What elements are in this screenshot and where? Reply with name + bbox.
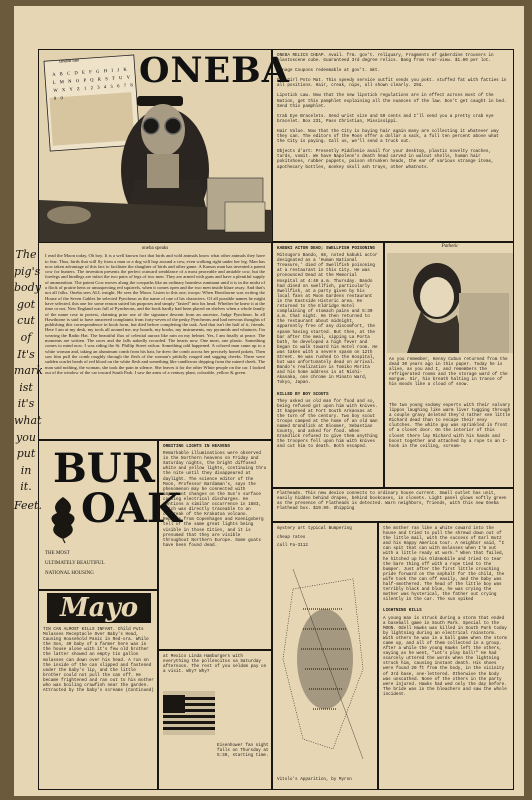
poem-word: it. <box>20 480 32 494</box>
classified-lipstick: Lipstick Law. Now that the new lipstick regulations are in effect across most of the Nation, get this pamphlet explaining all the nuances of the law. Don't get caught in bed. Send this pamphlet. <box>277 93 510 109</box>
apparition-illustration <box>273 549 377 769</box>
flag-photo <box>163 691 215 735</box>
bur-oak-tag-2: ULTIMATELY BEAUTIFUL <box>45 561 105 566</box>
bur-oak-box <box>38 440 182 590</box>
poem-word: of <box>20 330 32 344</box>
poem-word: The <box>15 248 37 261</box>
classified-fat-girl: Fat Girl Poto Mat. This speedy service outfit sends you pokt. stuffed fat with fatties in all positions. Hair, creak, nips, all shown clearly. 25¢. <box>277 78 510 89</box>
poem-word: It's <box>17 347 35 361</box>
kabuki-box <box>272 242 384 488</box>
poem-word: Feet. <box>14 498 42 512</box>
cheap-call: call Fa-3112 <box>277 543 308 548</box>
lightning-title: LIGHTNING KILLS <box>383 608 422 614</box>
oak-leaf-icon <box>43 493 83 543</box>
pathetic-photo <box>387 253 513 353</box>
poem-word: ist <box>19 380 33 394</box>
eisenhower-text: Eisenhower fan night falls on Thursday at 5:30, starting time. <box>217 743 272 759</box>
cheap-note: mystery art typical Bumpering <box>277 526 352 531</box>
poem-word: mark <box>14 364 43 378</box>
poem-word: in <box>20 463 32 477</box>
mayo-body: TIN CAN ALMOST KILLS INFANT. Child Puts Molasses Receptacle Over Baby's Head, Causing Household Panic in Red-ora. While the Son, 40 baby of a farmer here was in the house alone with it's few old brother the latter showed an empty tin gallon molasses can down over his head. A run on the inside of the can slipped and fastened under the baby's lip, and the little brother could not pull the can off. He became frightened and ran out to his mother who was boiling crawfish near the garden. Attracted by the baby's screams (Continued) <box>43 627 157 694</box>
pathetic-label: Pathetic <box>441 244 459 249</box>
pathetic-box <box>384 242 514 488</box>
poem-word: it's <box>17 397 35 411</box>
poem-word: put <box>16 447 36 461</box>
bur-word: BUR <box>53 445 155 492</box>
kabuki-body: Mitsugoro Bando, 68, noted kabuki actor designated as a 'Human National Treasure,' died of Swellfish poisoning at a restaurant in this City. He was pronounced Dead at the Memorial Hospital at 4:40 a.m. Thursday. Bando had dined on swellfish, particularly Swellfish, at a party given by his local fans at Moon Gardens restaurant in the Eastside Historic area. He returned to the Eldridge Hotel complaining of stomach pains and 5:30 a.m. that night. He then returned to the restaurant about midnight, apparently free of any discomfort, the spasm having started. But then, at the bar after the meal, sipping La Porta bath, he developed a high fever and began to walk toward his Hotel room. He was taken with a severe spasm on 12th Street. He was rushed to the Hospital, but was unfortunately dead on arrival. Bando's realization is Tomiko Morita and his home address is at Nishi-Akasaka, one chrome in Minato Ward, Tokyo, Japan. <box>277 253 381 386</box>
pathetic-caption: As you remember, Kenny Cubus returned from the dead 30 years ago in this paper. Today he is alive, as you and I, and remembers the refrigerated rooms and the storage ward of the morgue. Sir, his breath halting in trance of his moods like a cloud of snow. <box>389 357 511 388</box>
apparition-box <box>272 522 378 790</box>
kabuki-title: KABUKI ACTOR DEAD; SWELLFISH POISONING <box>277 246 375 251</box>
oneba-alphabet-chart: A B C D E F G H I J K L M N O P Q R S T U V W X Y Z 1 2 3 4 5 6 7 8 9 0 <box>52 66 135 101</box>
scouts-title: KILLED BY BOY SCOUTS <box>277 391 329 397</box>
poem-word: cut <box>17 314 35 328</box>
poem-word: what <box>14 413 42 427</box>
mexico-text: at Mexico Linda Hamburgers with everything the pollencitos sa Saturday afternoon. The rest of you seldom pay on a visit. Why? Why? <box>163 654 269 675</box>
oneba-speaks-box <box>38 242 272 440</box>
flatheads-text: Flatheads. This new device connects to ordinary house current. Small outlet has unit, easily hidden behind drapes, behind bookcases, in closets. Light panel glows softly green as the presence of Flatheads is detected. Warn neighbors, friends, with this new Oneba Flathead box. $19.99. Shipping <box>277 491 510 512</box>
orbiting-lights-box <box>158 440 272 650</box>
flatheads-box <box>272 488 514 522</box>
scouts-body: They asked us old man for food and so, being refused got upon him with knives. It happened at Fort South Arkansas at the turn of the century. Two boy scout troops camped at the home of an old man named Grandlick at Bloomer, Sebastian County, and asked for food. When Grandlick refused to give them anything the troopers fell upon him with knives and cut him to death. Both escaped. <box>277 398 381 450</box>
mayo-title: Mayo <box>47 593 151 623</box>
poem-word: body <box>14 281 41 295</box>
bur-oak-tag-1: THE MOST <box>45 551 70 556</box>
oneba-photo-box <box>38 49 290 242</box>
speaks-title: oneba speaks <box>141 246 169 251</box>
oak-word: OAK <box>81 485 182 532</box>
apparition-caption: Vitolo's Apparition, by Myron <box>277 777 352 782</box>
poem-word: got <box>16 297 36 311</box>
classifieds-box <box>272 49 514 242</box>
oneba-chart-title: Oneba Sax <box>58 57 80 64</box>
twins-story: The two young sodomy experts with their salvary lippos laughing like warm liver tugging through a couple gravy deleted they'd rather see little Richard dead than to escape their sexy clutches. The white guy was sprinkled in front of a closet door. On the interior of this closet there lay Richard with his hands and boost together and attached by a rope to an I-hook in the ceiling, scream- <box>389 403 513 449</box>
classified-coupons: Nonage Coupons redeemable at gov't. mkt. <box>277 68 381 74</box>
lightning-body: A young man is struck during a storm that ended a baseball game in South Park. Special to the MOON. Odell Hawks was killed in South Park today by lightning during an electrical rainstorm. With others he was in a ball game when the storm came up, and all of them collected in a group. After a while the young Hawks left the others, saying as he went, "Let's play ball!" He had scarcely uttered the words when the lightning struck him, causing instant death. His shoes were found 20 ft from the body, in the vicinity of 3rd base, one-lettered. Otherwise the body was unscathed. None of the others in the party were injured. Hawks had wed only the day before. The bride was in the bleachers and saw the whole incident. <box>383 615 510 697</box>
classified-bracelets: Crab Eye Bracelets. Send wrist size and 50 cents and I'll send you a pretty crab eye bracelet. Box 231, Pass Christian, Mississippi. <box>277 113 497 124</box>
classified-hair: Hair Value. Now that the City is buying hair again many are collecting it whatever way they can. The editors of the Moon offer a dollar a sack, a full ten percent above what the City is paying. Call us, we'll send a truck out. <box>277 128 502 145</box>
bur-oak-tag-3: NATIONAL HOUSING <box>45 571 94 576</box>
newspaper-page <box>14 6 524 796</box>
poem-word: pig's <box>14 264 41 278</box>
poem-word: you <box>16 430 36 444</box>
lightning-box <box>378 522 514 790</box>
cheap-rates: cheap rates <box>277 535 306 540</box>
orbiting-title: ORBITING LIGHTS IN HEAVENS <box>163 444 231 449</box>
mayo-box <box>38 590 158 790</box>
eisenhower-box <box>158 650 272 790</box>
vertical-handwritten-poem <box>14 248 43 513</box>
classified-relics: ONEBA RELICS CHEAP. Avail. frm. gov't. reliquary, Fragments of gaberdine trousers in plastoscene cube. Guaranteed 3rd degree relics. Bang from rear-view. $1.00 per lot. <box>277 53 497 64</box>
orbiting-body: Remarkable illuminations were observed in the Northern heavens on Friday and Saturday nights, the bright diffused white and yellow lights, continuing thru the nite until they disappeared at daylight. The science editor of the Moon, Professor Bardaman's, says the phenomenon may be connected with important changes on the Sun's surface causing electrical discharges. He mentions a similar occurrence in 1883, which was directly traceable to an outbreak of the Krakatoa volcano. Reports from Copenhagen and Koenigsberg tell of the same great lights being visible in those Cities, and it is presumed that they are visible throughout Northern Europe. Some goats have been found dead. <box>163 451 269 548</box>
tin-can-continued: the mother ran like a white coward into the house and tried to pull the shrewd down out of the little mail, with the success of Earl Butz and his Happy America tour. A neighbor said, "I can spit that can with molasses when I'm out with a little ready at work." When that failed, he hitched up his Oldsmobile and tried to tear the bare thing off with a rope tied to the bumper. Just after the first little crouching pride forward on the asphalt for the child, the wife took the can off easily, and the baby was half-smothered. The head of the little boy was terribly black and blue, he was crying the mother was hysterical, the father out crying silently in the car. The sun spiked <box>383 526 507 603</box>
speaks-body: I read the Moon today, Oh boy. It is a well known fact that birds and wild animals know what other animals they have to fear. Thus, birds that will fly from a man or a dog will hop around a cow, even walking right under her leg. Man has now taken advantage of this fact to facilitate the slaughter of birds and other game. A Kansas man has invented a patent cow for hunters. The invention presents the perfect outward semblance of a most peaceable and amiable cow, but the forelegs and hindlegs are infact the two pairs of legs of two men. They are armed with guns and have a plentiful supply of ammunition. The patent Cow moves along the cowpaths like an ordinary harmless ruminant until it is in the midst of a flock of prairie hens or unsuspecting red squirrels, when it comes open and the two men inside blaze away. And that's not all folks. Oneba sees ALL insight. He sees the Moon. Listen to this one, troops: When Hawthorne was writing the House of the Seven Gables he selected Pyncheon as the name of one of his characters. Of all possible names he might have selected, this one for some reason suited his purposes and simply "fasted" into his head. Whether he knew it at the time or not, New England was full of Pyncheons, and the book hardly had been placed on shelves when a whole family of the name rose in protest, claiming prior use of the signature descent from an ancestor, Judge Pyncheon. In all Hawthorne is said to have answered complaints from forty-seven of the pesky Pyncheons and had nervous thoughts of publishing this correspondence in book form, but died before completing the task. And that isn't the half of it, friends. Here I am at my desk, my tools all around me, my boards, my books, my instruments, my pyramids and whatnots. I'm wearing the Radio Hat. The beautiful flux of celestial aurora like rain on my helmet. Yes, I am finally at peace. The moments are written. The races and the falls nakedly recorded. The hearts now. One meat, one plastic. Something comes to mind now. I was riding the St. Phillip Street railcar. Something odd happened. A colored man came up to a white woman and, taking an aluminum comb from his hair, he drew the comb across her precisely honed pokets. Then saw him pull the comb roughly through the flesh of the woman's pitifully rouged and sagging cheeks. There were sudden scarlet beads of red blood on the white flesh and something like candlewax dripping from the ruined cheek. The man said nothing, the woman, she took the pain in silence. She leaves it for the other White people on the car. I looked out of the window of the car toward South Park. I saw the arms of a century plant, colorable, yellow & green. <box>45 253 265 375</box>
classified-objects: Objects d'art: Presently Piddlenie avail for your desktop, plastic novelty roaches, turds, vomit. We have Napoleon's death head carved in walnut shells, human hair pokitshoes, rubber puppets, poison shrunken heads, the ear of various strange items, apothecary bottles, monkey skull ash trays, other whatnots. <box>277 149 497 170</box>
oneba-headline: ONEBA <box>139 50 290 91</box>
